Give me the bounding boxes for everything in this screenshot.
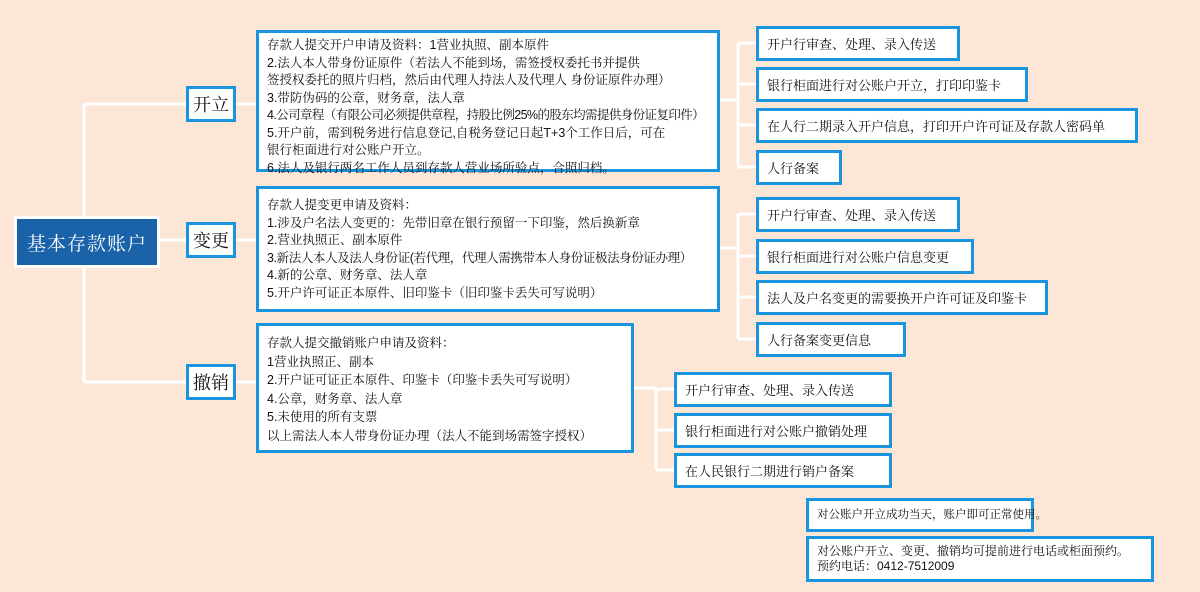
step-label: 银行柜面进行对公账户信息变更 bbox=[767, 250, 950, 265]
detail-line: 存款人提变更申请及资料： bbox=[267, 198, 418, 212]
detail-line: 签授权委托的照片归档，然后由代理人持法人及代理人 身份证原件办理） bbox=[267, 73, 671, 87]
step-label: 开户行审查、处理、录入传送 bbox=[767, 208, 937, 223]
detail-line: 2.开户证可证正本原件、印鉴卡（印鉴卡丢失可写说明） bbox=[267, 373, 578, 387]
step-label: 在人民银行二期进行销户备案 bbox=[685, 464, 855, 479]
branch-close-label: 撤销 bbox=[193, 373, 229, 393]
step-close-2 bbox=[674, 413, 892, 448]
detail-line: 1营业执照正、副本 bbox=[267, 354, 374, 369]
detail-line: 5.开户许可证正本原件、旧印鉴卡（旧印鉴卡丢失可写说明） bbox=[267, 285, 603, 300]
detail-line: 6.法人及银行两名工作人员到存款人营业场所验点，合照归档。 bbox=[267, 160, 615, 175]
steps-connector-open bbox=[718, 43, 758, 167]
branch-close bbox=[186, 364, 236, 400]
note-line: 预约电话：0412-7512009 bbox=[817, 559, 955, 573]
step-label: 法人及户名变更的需要换开户许可证及印鉴卡 bbox=[767, 291, 1028, 306]
steps-connector-change bbox=[718, 214, 758, 339]
step-change-3 bbox=[756, 280, 1048, 315]
step-open-1 bbox=[756, 26, 960, 61]
detail-line: 4.公章，财务章、法人章 bbox=[267, 391, 403, 406]
branch-open-label: 开立 bbox=[193, 95, 229, 115]
detail-line: 3.新法人本人及法人身份证(若代理，代理人需携带本人身份证极法身份证办理） bbox=[267, 250, 692, 265]
detail-line: 4.新的公章、财务章、法人章 bbox=[267, 268, 428, 282]
step-close-1 bbox=[674, 372, 892, 407]
detail-line: 3.带防伪码的公章，财务章，法人章 bbox=[267, 90, 465, 105]
step-label: 在人行二期录入开户信息，打印开户许可证及存款人密码单 bbox=[767, 119, 1106, 134]
detail-open bbox=[256, 30, 720, 175]
step-change-4 bbox=[756, 322, 906, 357]
step-label: 开户行审查、处理、录入传送 bbox=[767, 37, 937, 52]
detail-line: 1.涉及户名法人变更的：先带旧章在银行预留一下印鉴，然后换新章 bbox=[267, 215, 640, 230]
step-open-4 bbox=[756, 150, 842, 185]
note-line: 对公账户开立成功当天，账户即可正常使用。 bbox=[817, 508, 1047, 521]
detail-line: 存款人提交撤销账户申请及资料： bbox=[267, 336, 455, 350]
note-usage bbox=[806, 498, 1047, 532]
detail-change bbox=[256, 186, 720, 312]
step-label: 银行柜面进行对公账户开立，打印印鉴卡 bbox=[767, 78, 1002, 93]
detail-line: 2.法人本人带身份证原件（若法人不能到场，需签授权委托书并提供 bbox=[267, 55, 640, 70]
detail-line: 以上需法人本人带身份证办理（法人不能到场需签字授权） bbox=[267, 428, 593, 443]
step-change-1 bbox=[756, 197, 960, 232]
step-change-2 bbox=[756, 239, 974, 274]
detail-close bbox=[256, 323, 634, 453]
step-label: 人行备案 bbox=[767, 161, 820, 176]
detail-line: 4.公司章程（有限公司必须提供章程，持股比例25%的股东均需提供身份证复印件） bbox=[267, 108, 705, 122]
detail-line: 2.营业执照正、副本原件 bbox=[267, 233, 403, 247]
note-appointment bbox=[806, 536, 1154, 582]
step-label: 开户行审查、处理、录入传送 bbox=[685, 383, 855, 398]
root-label: 基本存款账户 bbox=[26, 233, 147, 255]
step-open-2 bbox=[756, 67, 1028, 102]
root-node bbox=[14, 216, 160, 268]
step-close-3 bbox=[674, 453, 892, 488]
branch-change-label: 变更 bbox=[193, 231, 229, 251]
steps-connector-close bbox=[632, 388, 676, 470]
step-open-3 bbox=[756, 108, 1138, 143]
detail-line: 5.未使用的所有支票 bbox=[267, 410, 378, 424]
detail-line: 银行柜面进行对公账户开立。 bbox=[267, 143, 430, 157]
detail-line: 5.开户前，需到税务进行信息登记,自税务登记日起T+3个工作日后，可在 bbox=[267, 125, 666, 140]
detail-line: 存款人提交开户申请及资料：1营业执照、副本原件 bbox=[267, 38, 549, 52]
step-label: 银行柜面进行对公账户撤销处理 bbox=[685, 424, 868, 439]
branch-open bbox=[186, 86, 236, 122]
step-label: 人行备案变更信息 bbox=[767, 333, 872, 348]
note-line: 对公账户开立、变更、撤销均可提前进行电话或柜面预约。 bbox=[817, 544, 1130, 558]
branch-change bbox=[186, 222, 236, 258]
